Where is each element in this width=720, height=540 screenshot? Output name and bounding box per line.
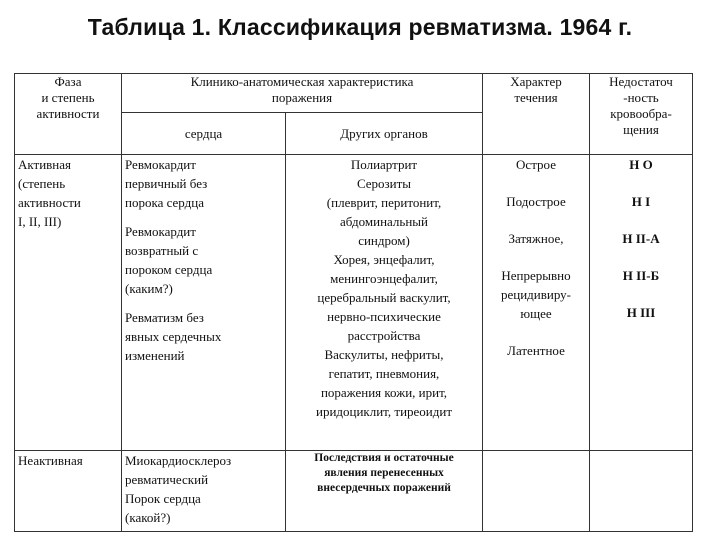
course-item: Латентное (507, 343, 565, 358)
insufficiency-item: Н II-Б (622, 268, 660, 283)
insufficiency-item: Н II-А (622, 231, 660, 246)
insufficiency-item: Н О (629, 157, 653, 172)
course-inactive (483, 451, 590, 532)
course-cell (483, 155, 590, 451)
classification-table (14, 73, 693, 532)
header-insufficiency: Недостаточ -ность кровообра- щения (590, 74, 693, 155)
other-organs-inactive: Последствия и остаточные явления перенесенных внесердечных поражений (286, 451, 483, 532)
insufficiency-item: Н I (631, 194, 651, 209)
insufficiency-cell (590, 155, 693, 451)
header-course: Характер течения (483, 74, 590, 155)
course-item: Затяжное, (508, 231, 564, 246)
header-phase: Фаза и степень активности (15, 74, 122, 155)
page-title: Таблица 1. Классификация ревматизма. 1964 г. (87, 14, 633, 40)
insufficiency-item: Н III (626, 305, 656, 320)
table-row-inactive (15, 451, 693, 532)
header-clinical: Клинико-анатомическая характеристика поражения (122, 74, 483, 113)
phase-inactive: Неактивная (15, 451, 122, 532)
course-item: Острое (516, 157, 556, 172)
header-heart: сердца (122, 113, 286, 155)
phase-active: Активная (степень активности I, II, III) (15, 155, 122, 451)
heart-item: Ревматизм без явных сердечных изменений (125, 310, 222, 363)
course-item: Непрерывно рецидивиру- ющее (500, 268, 571, 321)
heart-item: Ревмокардит первичный без порока сердца (125, 157, 208, 210)
other-organs-active: Полиартрит Серозиты (плеврит, перитонит, абдоминальный синдром) Хорея, энцефалит, менингоэнцефалит, церебральный васкулит, нервно-психические расстройства Васкулиты, нефриты, гепатит, пневмония, поражения кожи, ирит, иридоциклит, тиреоидит (286, 155, 483, 451)
heart-inactive: Миокардиосклероз ревматический Порок сердца (какой?) (122, 451, 286, 532)
insufficiency-inactive (590, 451, 693, 532)
header-row (15, 74, 693, 113)
heart-active-cell (122, 155, 286, 451)
heart-item: Ревмокардит возвратный с пороком сердца (каким?) (125, 224, 213, 296)
course-item: Подострое (506, 194, 566, 209)
header-other-organs: Других органов (286, 113, 483, 155)
table-row-active (15, 155, 693, 451)
